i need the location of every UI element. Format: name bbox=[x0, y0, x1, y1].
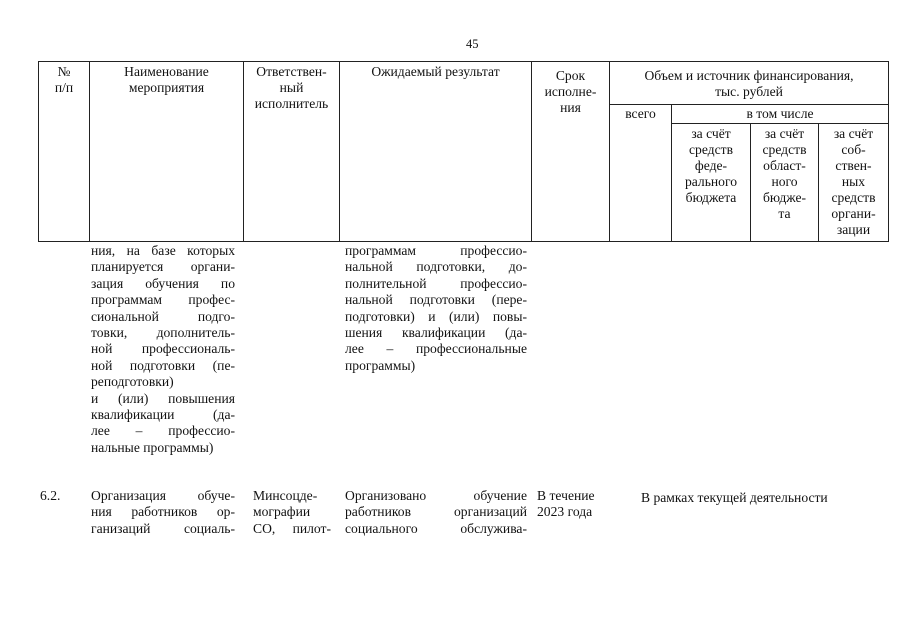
header-financing: Объем и источник финансирования, тыс. рублей bbox=[644, 68, 854, 99]
row-6-2-financing: В рамках текущей деятельности bbox=[641, 490, 828, 505]
header-num: № п/п bbox=[54, 64, 74, 95]
row-6-2-num: 6.2. bbox=[40, 488, 61, 503]
header-responsible: Ответствен- ный исполнитель bbox=[254, 64, 329, 111]
row-6-2-responsible: Минсоцде- мографии СО, пилот- bbox=[253, 488, 331, 536]
continuation-name-cell: ния, на базе которых планируется органи- зация обучения по программам профес- сиональной подго- товки, дополнитель- ной профессиональ- ной подготовки (пе- реподготовки) и (или) повышения квалификации (да- лее – профессио- нальные программы) bbox=[91, 243, 235, 455]
header-federal-budget: за счёт средств феде- рального бюджета bbox=[684, 126, 738, 205]
header-result: Ожидаемый результат bbox=[371, 64, 500, 79]
continuation-result-cell: программам профессио- нальной подготовки, до- полнительной профессио- нальной подготовки (пере- подготовки) и (или) повы- шения квалификации (да- лее – профессиональные программы) bbox=[345, 243, 527, 373]
row-6-2-result: Организовано обучение работников организаций социального обслужива- bbox=[345, 488, 527, 536]
header-own-funds: за счёт соб- ствен- ных средств органи- зации bbox=[831, 126, 876, 237]
header-deadline: Срок исполне- ния bbox=[544, 68, 597, 115]
header-regional-budget: за счёт средств област- ного бюдже- та bbox=[762, 126, 807, 221]
page-number: 45 bbox=[466, 37, 479, 51]
row-6-2-deadline: В течение 2023 года bbox=[537, 488, 595, 520]
header-including: в том числе bbox=[746, 106, 814, 121]
row-6-2-name: Организация обуче- ния работников ор- ганизаций социаль- bbox=[91, 488, 235, 536]
header-name: Наименование мероприятия bbox=[124, 64, 209, 95]
header-total: всего bbox=[625, 106, 656, 121]
